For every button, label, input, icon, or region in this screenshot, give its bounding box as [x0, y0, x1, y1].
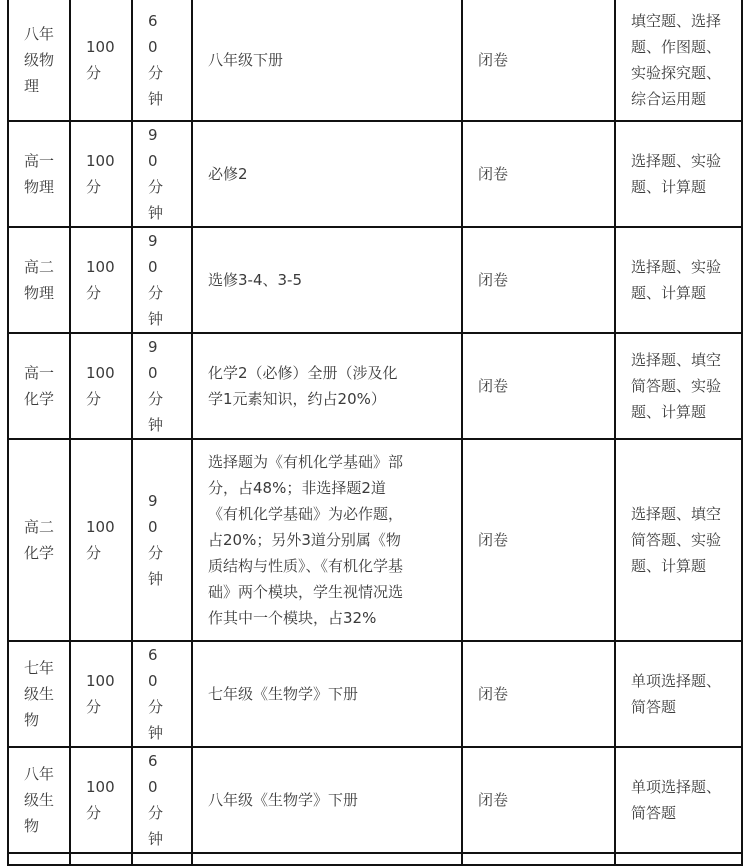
format-text: 闭卷: [478, 271, 509, 289]
duration-text: 90分钟: [148, 492, 164, 588]
table-row: [8, 747, 742, 853]
empty-cell: [615, 853, 742, 865]
duration-cell: [132, 333, 192, 439]
duration-cell: [132, 121, 192, 227]
question-types-cell: [615, 747, 742, 853]
duration-cell: [132, 0, 192, 121]
scope-cell: [192, 0, 462, 121]
question-types-text: 选择题、实验题、计算题: [631, 258, 722, 302]
question-types-text: 选择题、填空简答题、实验题、计算题: [631, 505, 722, 575]
scope-text: 选修3-4、3-5: [208, 271, 302, 289]
format-cell: [462, 0, 615, 121]
scope-text: 八年级《生物学》下册: [208, 791, 359, 809]
empty-cell: [132, 853, 192, 865]
score-cell: [70, 121, 132, 227]
subject-cell: [8, 333, 70, 439]
table-row: [8, 333, 742, 439]
question-types-cell: [615, 641, 742, 747]
score-text: 100分: [86, 152, 115, 196]
format-text: 闭卷: [478, 531, 509, 549]
score-text: 100分: [86, 364, 115, 408]
duration-text: 60分钟: [148, 752, 164, 848]
question-types-text: 填空题、选择题、作图题、实验探究题、综合运用题: [631, 12, 722, 108]
subject-text: 八年级生物: [24, 765, 55, 835]
scope-cell: [192, 227, 462, 333]
subject-text: 七年级生物: [24, 659, 55, 729]
scope-text: 必修2: [208, 165, 248, 183]
scope-cell: [192, 333, 462, 439]
subject-text: 高一化学: [24, 364, 55, 408]
score-text: 100分: [86, 38, 115, 82]
subject-cell: [8, 641, 70, 747]
subject-text: 八年级物理: [24, 25, 55, 95]
subject-text: 高二物理: [24, 258, 55, 302]
table-row: [8, 121, 742, 227]
score-text: 100分: [86, 518, 115, 562]
format-cell: [462, 227, 615, 333]
duration-cell: [132, 747, 192, 853]
score-cell: [70, 333, 132, 439]
score-cell: [70, 227, 132, 333]
question-types-cell: [615, 439, 742, 641]
format-text: 闭卷: [478, 791, 509, 809]
question-types-text: 选择题、实验题、计算题: [631, 152, 722, 196]
format-text: 闭卷: [478, 51, 509, 69]
empty-cell: [70, 853, 132, 865]
format-text: 闭卷: [478, 377, 509, 395]
question-types-text: 选择题、填空简答题、实验题、计算题: [631, 351, 722, 421]
score-text: 100分: [86, 672, 115, 716]
score-text: 100分: [86, 778, 115, 822]
format-cell: [462, 333, 615, 439]
empty-cell: [8, 853, 70, 865]
scope-text: 化学2（必修）全册（涉及化学1元素知识，约占20%）: [208, 364, 398, 408]
score-cell: [70, 0, 132, 121]
table-row: [8, 227, 742, 333]
format-text: 闭卷: [478, 685, 509, 703]
exam-schedule-table: [7, 0, 743, 866]
score-text: 100分: [86, 258, 115, 302]
duration-text: 90分钟: [148, 338, 164, 434]
score-cell: [70, 439, 132, 641]
scope-cell: [192, 641, 462, 747]
question-types-cell: [615, 227, 742, 333]
duration-text: 60分钟: [148, 12, 164, 108]
format-text: 闭卷: [478, 165, 509, 183]
scope-cell: [192, 439, 462, 641]
duration-cell: [132, 641, 192, 747]
score-cell: [70, 747, 132, 853]
scope-text: 八年级下册: [208, 51, 284, 69]
duration-cell: [132, 227, 192, 333]
table-body: [8, 0, 742, 865]
empty-cell: [462, 853, 615, 865]
subject-cell: [8, 439, 70, 641]
subject-cell: [8, 121, 70, 227]
question-types-cell: [615, 121, 742, 227]
subject-cell: [8, 0, 70, 121]
duration-cell: [132, 439, 192, 641]
question-types-cell: [615, 0, 742, 121]
duration-text: 60分钟: [148, 646, 164, 742]
question-types-cell: [615, 333, 742, 439]
duration-text: 90分钟: [148, 232, 164, 328]
scope-text: 选择题为《有机化学基础》部分，占48%；非选择题2道《有机化学基础》为必作题，占20%；另外3道分别属《物质结构与性质》、《有机化学基础》两个模块，学生视情况选作其中一个模块，占32%: [208, 453, 404, 627]
table-row: [8, 439, 742, 641]
scope-cell: [192, 121, 462, 227]
duration-text: 90分钟: [148, 126, 164, 222]
subject-cell: [8, 227, 70, 333]
question-types-text: 单项选择题、简答题: [631, 672, 722, 716]
table-row: [8, 641, 742, 747]
format-cell: [462, 439, 615, 641]
format-cell: [462, 641, 615, 747]
empty-cell: [192, 853, 462, 865]
question-types-text: 单项选择题、简答题: [631, 778, 722, 822]
table-row-partial: [8, 853, 742, 865]
format-cell: [462, 121, 615, 227]
subject-text: 高二化学: [24, 518, 55, 562]
scope-cell: [192, 747, 462, 853]
table-row: [8, 0, 742, 121]
score-cell: [70, 641, 132, 747]
subject-cell: [8, 747, 70, 853]
subject-text: 高一物理: [24, 152, 55, 196]
scope-text: 七年级《生物学》下册: [208, 685, 359, 703]
format-cell: [462, 747, 615, 853]
